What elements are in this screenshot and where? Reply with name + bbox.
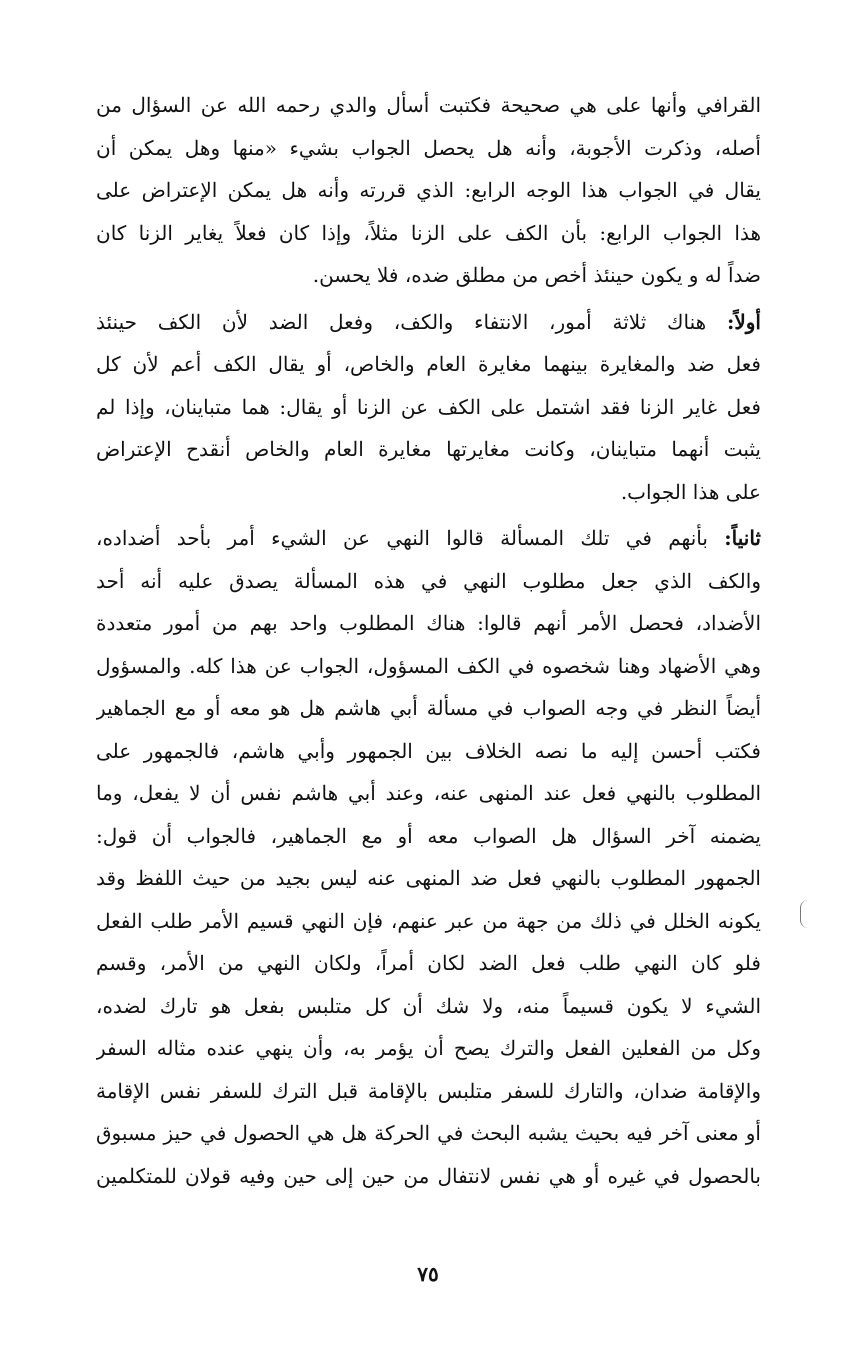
text-line: والإقامة ضدان، والتارك للسفر متلبس بالإقامة قبل الترك للسفر نفس الإقامة	[96, 1078, 761, 1103]
text-line: الأضداد، فحصل الأمر أنهم قالوا: هناك المطلوب واحد بهم من أمور متعددة	[96, 611, 761, 635]
text-line: على هذا الجواب.	[620, 479, 761, 504]
text-line: أيضاً النظر في وجه الصواب في مسألة أبي هاشم هل هو معه أو مع الجماهير	[96, 696, 761, 720]
text-line	[96, 301, 761, 344]
text-line: وهي الأضهاد وهنا شخصوه في الكف المسؤول، الجواب عن هذا كله. والمسؤول	[96, 653, 761, 678]
page-body	[96, 84, 761, 1197]
text-line: فعل غاير الزنا فقد اشتمل على الكف عن الزنا أو يقال: هما متباينان، وإذا لم	[96, 394, 761, 419]
text-line: المطلوب بالنهي فعل عند المنهى عنه، وعند أبي هاشم نفس أن لا يفعل، وما	[96, 781, 761, 805]
paragraph-first	[96, 301, 761, 514]
text-line: يضمنه آخر السؤال هل الصواب معه أو مع الجماهير، فالجواب أن قول:	[96, 823, 761, 848]
text-line: هذا الجواب الرابع: بأن الكف على الزنا مثلاً، وإذا كان فعلاً يغاير الزنا كان	[96, 220, 761, 245]
text-line: ضداً له و يكون حينئذ أخص من مطلق ضده، فلا يحسن.	[312, 263, 761, 287]
text-line: الشيء لا يكون قسيماً منه، ولا شك أن كل متلبس بفعل هو تارك لضده،	[96, 993, 761, 1018]
text-line: يثبت أنهما متباينان، وكانت مغايرتها مغايرة العام والخاص أنقدح الإعتراض	[96, 437, 761, 461]
text-line-content: هناك ثلاثة أمور، الانتفاء والكف، وفعل الضد لأن الكف حينئذ	[96, 309, 707, 334]
text-line: فلو كان النهي طلب فعل الضد لكان أمراً، ولكان النهي من الأمر، وقسم	[96, 951, 761, 975]
text-line-content: بأنهم في تلك المسألة قالوا النهي عن الشيء أمر بأحد أضداده،	[96, 526, 708, 550]
text-line: يكونه الخلل في ذلك من جهة من عبر عنهم، فإن النهي قسيم الأمر طلب الفعل	[96, 908, 761, 933]
paragraph-second	[96, 517, 761, 1197]
text-line	[96, 517, 761, 560]
text-line: والكف الذي جعل مطلوب النهي في هذه المسألة يصدق عليه أنه أحد	[96, 568, 761, 593]
text-line: الجمهور المطلوب بالنهي فعل ضد المنهى عنه ليس بجيد من حيث اللفظ وقد	[96, 866, 761, 890]
section-lead-second: ثانياً:	[724, 526, 761, 550]
text-line: فعل ضد والمغايرة بينهما مغايرة العام والخاص، أو يقال الكف أعم لأن كل	[96, 352, 761, 376]
text-line: أو معنى آخر فيه بحيث يشبه البحث في الحركة هل هي الحصول في حيز مسبوق	[96, 1121, 761, 1145]
page-number: ٧٥	[417, 1262, 439, 1286]
text-line: فكتب أحسن إليه ما نصه الخلاف بين الجمهور وأبي هاشم، فالجمهور على	[96, 738, 761, 763]
text-line: القرافي وأنها على هي صحيحة فكتبت أسأل والدي رحمه الله عن السؤال من	[96, 93, 761, 117]
text-line: وكل من الفعلين الفعل والترك يصح أن يؤمر به، وأن ينهي عنده مثاله السفر	[96, 1036, 761, 1060]
text-line: يقال في الجواب هذا الوجه الرابع: الذي قررته وأنه هل يمكن الإعتراض على	[96, 178, 761, 202]
paragraph-intro	[96, 84, 761, 297]
section-lead-first: أولاً:	[726, 309, 761, 334]
margin-bracket-mark	[800, 900, 809, 928]
text-line: أصله، وذكرت الأجوبة، وأنه هل يحصل الجواب بشيء «منها وهل يمكن أن	[96, 135, 761, 160]
text-line: بالحصول في غيره أو هي نفس لانتفال من حين إلى حين وفيه قولان للمتكلمين	[96, 1163, 761, 1188]
